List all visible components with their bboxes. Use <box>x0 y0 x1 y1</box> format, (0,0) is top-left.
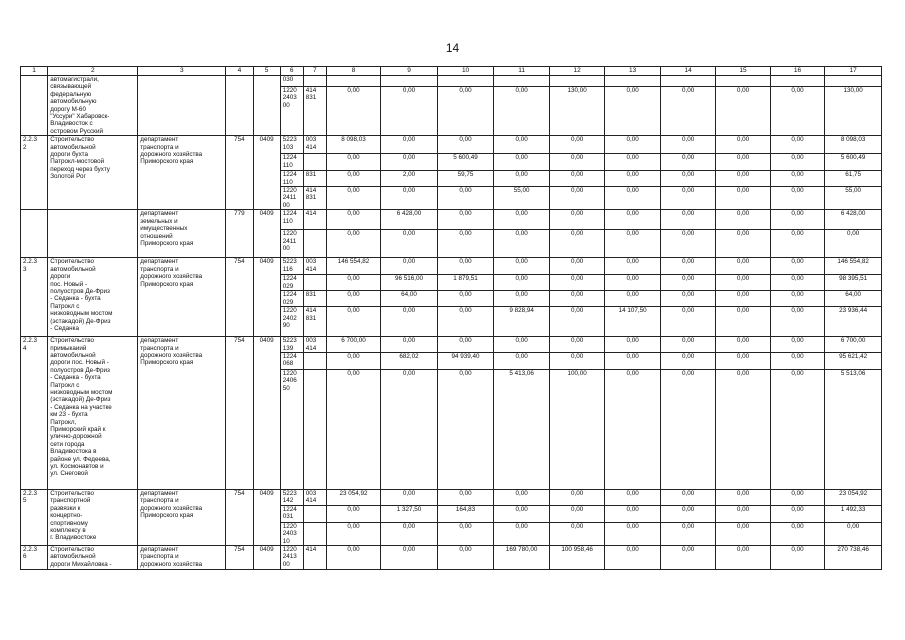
year-value-cell: 0,00 <box>660 369 716 489</box>
year-value-cell: 1 327,50 <box>381 505 438 522</box>
year-value-cell: 0,00 <box>326 154 380 171</box>
year-value-cell: 0,00 <box>549 307 605 337</box>
year-value-cell: 0,00 <box>381 369 438 489</box>
year-value-cell: 0,00 <box>437 489 494 505</box>
expense-type-cell: 003 414 <box>303 337 326 353</box>
total-value-cell: 5 513,06 <box>825 369 882 489</box>
year-value-cell: 0,00 <box>549 154 605 171</box>
year-value-cell: 146 554,82 <box>326 258 380 275</box>
expense-type-cell <box>303 505 326 522</box>
year-value-cell <box>770 76 824 87</box>
year-value-cell: 0,00 <box>605 337 661 353</box>
section-code-cell: 0409 <box>253 337 280 490</box>
year-value-cell: 0,00 <box>549 187 605 210</box>
year-value-cell: 0,00 <box>605 171 661 187</box>
year-value-cell: 0,00 <box>660 187 716 210</box>
year-value-cell: 0,00 <box>549 275 605 291</box>
year-value-cell: 0,00 <box>326 210 380 230</box>
year-value-cell: 0,00 <box>326 545 380 569</box>
year-value-cell: 0,00 <box>660 136 716 154</box>
expense-type-cell: 414 831 <box>303 86 326 135</box>
year-value-cell: 169 780,00 <box>494 545 550 569</box>
year-value-cell: 0,00 <box>381 230 438 258</box>
year-value-cell: 0,00 <box>326 171 380 187</box>
target-article-cell: 1220 2411 00 <box>280 230 303 258</box>
column-number: 10 <box>437 67 494 76</box>
year-value-cell: 0,00 <box>437 291 494 307</box>
column-number: 11 <box>494 67 550 76</box>
year-value-cell: 0,00 <box>605 230 661 258</box>
year-value-cell: 100,00 <box>549 369 605 489</box>
year-value-cell: 0,00 <box>549 136 605 154</box>
year-value-cell: 0,00 <box>549 489 605 505</box>
year-value-cell: 0,00 <box>605 369 661 489</box>
year-value-cell: 0,00 <box>660 230 716 258</box>
year-value-cell: 0,00 <box>770 154 824 171</box>
expense-type-cell: 831 <box>303 171 326 187</box>
year-value-cell: 0,00 <box>605 352 661 369</box>
year-value-cell: 0,00 <box>716 136 770 154</box>
target-article-cell: 1220 2403 10 <box>280 522 303 545</box>
section-code-cell: 0409 <box>253 210 280 258</box>
year-value-cell: 0,00 <box>549 258 605 275</box>
year-value-cell: 0,00 <box>381 187 438 210</box>
year-value-cell: 0,00 <box>437 337 494 353</box>
year-value-cell: 0,00 <box>605 136 661 154</box>
year-value-cell: 0,00 <box>770 352 824 369</box>
year-value-cell: 1 879,51 <box>437 275 494 291</box>
expense-type-cell: 414 <box>303 210 326 230</box>
total-value-cell: 270 738,46 <box>825 545 882 569</box>
total-value-cell: 95 621,42 <box>825 352 882 369</box>
column-number: 5 <box>253 67 280 76</box>
grbs-code-cell: 754 <box>226 545 253 569</box>
year-value-cell: 0,00 <box>605 489 661 505</box>
year-value-cell: 0,00 <box>660 337 716 353</box>
year-value-cell: 0,00 <box>437 545 494 569</box>
grbs-code-cell <box>226 76 253 136</box>
column-number: 2 <box>48 67 138 76</box>
year-value-cell: 23 054,92 <box>326 489 380 505</box>
target-article-cell: 1224 110 <box>280 154 303 171</box>
grbs-code-cell: 754 <box>226 337 253 490</box>
year-value-cell: 0,00 <box>716 545 770 569</box>
target-article-cell: 5223 142 <box>280 489 303 505</box>
year-value-cell: 0,00 <box>381 307 438 337</box>
object-name-cell <box>48 210 138 258</box>
year-value-cell: 0,00 <box>437 210 494 230</box>
expense-type-cell: 831 <box>303 291 326 307</box>
year-value-cell: 0,00 <box>770 505 824 522</box>
department-cell: департамент транспорта и дорожного хозяйства Приморского края <box>138 136 226 210</box>
total-value-cell: 0,00 <box>825 230 882 258</box>
budget-table <box>20 66 882 570</box>
year-value-cell: 0,00 <box>716 187 770 210</box>
column-number: 17 <box>825 67 882 76</box>
year-value-cell: 0,00 <box>770 307 824 337</box>
table-row <box>21 258 882 275</box>
expense-type-cell <box>303 369 326 489</box>
year-value-cell: 0,00 <box>716 171 770 187</box>
year-value-cell: 0,00 <box>381 258 438 275</box>
year-value-cell: 9 828,94 <box>494 307 550 337</box>
target-article-cell: 1224 110 <box>280 171 303 187</box>
expense-type-cell <box>303 154 326 171</box>
object-name-cell: Строительство автомобильной дороги пос. Новый - полуостров Де-Фриз - Седанка - бухта Патрокл с низководным мостом (эстакадой) Де-Фриз - Седанка <box>48 258 138 337</box>
year-value-cell: 0,00 <box>494 258 550 275</box>
year-value-cell: 0,00 <box>494 352 550 369</box>
target-article-cell: 5223 103 <box>280 136 303 154</box>
year-value-cell: 0,00 <box>770 369 824 489</box>
year-value-cell: 0,00 <box>437 369 494 489</box>
year-value-cell: 0,00 <box>716 307 770 337</box>
year-value-cell: 0,00 <box>660 210 716 230</box>
total-value-cell: 64,00 <box>825 291 882 307</box>
year-value-cell: 0,00 <box>716 489 770 505</box>
year-value-cell: 0,00 <box>660 275 716 291</box>
year-value-cell: 0,00 <box>549 230 605 258</box>
year-value-cell: 0,00 <box>437 136 494 154</box>
grbs-code-cell: 754 <box>226 136 253 210</box>
year-value-cell: 0,00 <box>716 230 770 258</box>
year-value-cell: 0,00 <box>770 86 824 135</box>
year-value-cell: 0,00 <box>770 337 824 353</box>
year-value-cell: 0,00 <box>494 337 550 353</box>
year-value-cell: 164,83 <box>437 505 494 522</box>
item-number-cell: 2.2.3 4 <box>21 337 48 490</box>
year-value-cell: 0,00 <box>326 352 380 369</box>
year-value-cell: 0,00 <box>660 258 716 275</box>
year-value-cell: 0,00 <box>716 505 770 522</box>
expense-type-cell <box>303 275 326 291</box>
total-value-cell: 61,75 <box>825 171 882 187</box>
year-value-cell: 0,00 <box>494 522 550 545</box>
total-value-cell: 6 428,00 <box>825 210 882 230</box>
year-value-cell: 0,00 <box>660 86 716 135</box>
year-value-cell: 100 958,46 <box>549 545 605 569</box>
year-value-cell: 0,00 <box>549 291 605 307</box>
year-value-cell: 0,00 <box>326 275 380 291</box>
year-value-cell: 0,00 <box>549 210 605 230</box>
column-number: 1 <box>21 67 48 76</box>
section-code-cell <box>253 76 280 136</box>
year-value-cell: 0,00 <box>381 154 438 171</box>
table-row <box>21 76 882 87</box>
column-number: 13 <box>605 67 661 76</box>
target-article-cell: 1220 2403 00 <box>280 86 303 135</box>
year-value-cell: 0,00 <box>770 291 824 307</box>
department-cell: департамент транспорта и дорожного хозяйства Приморского края <box>138 489 226 545</box>
year-value-cell: 0,00 <box>494 86 550 135</box>
target-article-cell: 1224 110 <box>280 210 303 230</box>
year-value-cell: 0,00 <box>716 210 770 230</box>
expense-type-cell: 414 <box>303 545 326 569</box>
target-article-cell: 5223 116 <box>280 258 303 275</box>
column-number: 3 <box>138 67 226 76</box>
year-value-cell: 0,00 <box>716 154 770 171</box>
department-cell: департамент транспорта и дорожного хозяйства Приморского края <box>138 258 226 337</box>
year-value-cell: 0,00 <box>494 505 550 522</box>
year-value-cell: 0,00 <box>660 545 716 569</box>
column-number: 6 <box>280 67 303 76</box>
year-value-cell: 5 600,49 <box>437 154 494 171</box>
year-value-cell: 0,00 <box>605 258 661 275</box>
year-value-cell <box>549 76 605 87</box>
expense-type-cell <box>303 352 326 369</box>
object-name-cell: автомагистрали, связывающей федеральную автомобильную дорогу М-60 "Уссури" Хабаровск- Владивосток с островом Русский <box>48 76 138 136</box>
year-value-cell: 0,00 <box>605 505 661 522</box>
year-value-cell: 94 939,40 <box>437 352 494 369</box>
expense-type-cell: 003 414 <box>303 258 326 275</box>
year-value-cell: 0,00 <box>770 230 824 258</box>
year-value-cell: 0,00 <box>660 171 716 187</box>
total-value-cell <box>825 76 882 87</box>
year-value-cell: 0,00 <box>494 154 550 171</box>
year-value-cell: 0,00 <box>381 86 438 135</box>
object-name-cell: Строительство примыкаиий автомобильной дороги пос. Новый - полуостров Де-Фриз - Седанка - бухта Патрокл с низководным мостом (эстакадой) Де-Фриз - Седанка на участке км 23 - бухта Патрокл, Приморский край к улично-дорожной сети города Владивостока в районе ул. Федеева, ул. Космонавтов и ул. Снеговой <box>48 337 138 490</box>
year-value-cell <box>716 76 770 87</box>
year-value-cell: 0,00 <box>770 258 824 275</box>
year-value-cell: 0,00 <box>716 352 770 369</box>
year-value-cell: 0,00 <box>381 545 438 569</box>
column-number: 9 <box>381 67 438 76</box>
year-value-cell: 0,00 <box>326 230 380 258</box>
year-value-cell: 0,00 <box>605 275 661 291</box>
year-value-cell: 0,00 <box>549 352 605 369</box>
target-article-cell: 1220 2406 50 <box>280 369 303 489</box>
year-value-cell: 0,00 <box>437 258 494 275</box>
year-value-cell <box>494 76 550 87</box>
year-value-cell: 0,00 <box>770 275 824 291</box>
year-value-cell: 6 700,00 <box>326 337 380 353</box>
total-value-cell: 23 054,92 <box>825 489 882 505</box>
target-article-cell: 1224 029 <box>280 291 303 307</box>
year-value-cell: 0,00 <box>770 489 824 505</box>
total-value-cell: 130,00 <box>825 86 882 135</box>
expense-type-cell <box>303 76 326 87</box>
year-value-cell: 0,00 <box>660 489 716 505</box>
section-code-cell: 0409 <box>253 136 280 210</box>
year-value-cell: 0,00 <box>716 275 770 291</box>
item-number-cell: 2.2.3 3 <box>21 258 48 337</box>
table-row <box>21 136 882 154</box>
year-value-cell: 0,00 <box>326 369 380 489</box>
target-article-cell: 1220 2413 00 <box>280 545 303 569</box>
target-article-cell: 1224 068 <box>280 352 303 369</box>
year-value-cell: 0,00 <box>381 136 438 154</box>
year-value-cell: 8 098,03 <box>326 136 380 154</box>
column-number: 14 <box>660 67 716 76</box>
total-value-cell: 23 936,44 <box>825 307 882 337</box>
year-value-cell: 130,00 <box>549 86 605 135</box>
page-number: 14 <box>445 41 460 55</box>
year-value-cell: 0,00 <box>605 545 661 569</box>
item-number-cell <box>21 210 48 258</box>
year-value-cell: 0,00 <box>605 210 661 230</box>
year-value-cell: 0,00 <box>605 291 661 307</box>
year-value-cell <box>660 76 716 87</box>
object-name-cell: Строительство автомобильной дороги бухта Патрокл-мостовой переход через бухту Золотой Рог <box>48 136 138 210</box>
total-value-cell: 98 395,51 <box>825 275 882 291</box>
year-value-cell <box>326 76 380 87</box>
year-value-cell: 0,00 <box>494 489 550 505</box>
year-value-cell: 0,00 <box>494 291 550 307</box>
target-article-cell: 1220 2411 00 <box>280 187 303 210</box>
department-cell: департамент транспорта и дорожного хозяйства Приморского края <box>138 337 226 490</box>
year-value-cell: 0,00 <box>437 307 494 337</box>
total-value-cell: 8 098,03 <box>825 136 882 154</box>
expense-type-cell: 003 414 <box>303 136 326 154</box>
department-cell: департамент земельных и имущественных отношений Приморского края <box>138 210 226 258</box>
year-value-cell: 0,00 <box>660 522 716 545</box>
year-value-cell: 0,00 <box>494 230 550 258</box>
year-value-cell: 0,00 <box>381 522 438 545</box>
total-value-cell: 146 554,82 <box>825 258 882 275</box>
item-number-cell: 2.2.3 6 <box>21 545 48 569</box>
year-value-cell: 0,00 <box>770 522 824 545</box>
year-value-cell: 0,00 <box>605 86 661 135</box>
year-value-cell: 0,00 <box>716 369 770 489</box>
year-value-cell: 0,00 <box>326 187 380 210</box>
total-value-cell: 6 700,00 <box>825 337 882 353</box>
year-value-cell: 2,00 <box>381 171 438 187</box>
target-article-cell: 1224 029 <box>280 275 303 291</box>
year-value-cell: 0,00 <box>605 522 661 545</box>
year-value-cell: 59,75 <box>437 171 494 187</box>
expense-type-cell <box>303 230 326 258</box>
year-value-cell: 0,00 <box>494 136 550 154</box>
year-value-cell: 0,00 <box>770 187 824 210</box>
column-number: 16 <box>770 67 824 76</box>
year-value-cell: 0,00 <box>716 337 770 353</box>
total-value-cell: 1 492,33 <box>825 505 882 522</box>
year-value-cell: 0,00 <box>716 86 770 135</box>
column-number-header <box>21 67 882 76</box>
department-cell <box>138 76 226 136</box>
year-value-cell: 0,00 <box>549 171 605 187</box>
year-value-cell: 0,00 <box>605 187 661 210</box>
target-article-cell: 030 <box>280 76 303 87</box>
table-row <box>21 337 882 353</box>
year-value-cell: 0,00 <box>770 171 824 187</box>
grbs-code-cell: 779 <box>226 210 253 258</box>
year-value-cell <box>605 76 661 87</box>
year-value-cell: 64,00 <box>381 291 438 307</box>
target-article-cell: 1220 2402 90 <box>280 307 303 337</box>
department-cell: департамент транспорта и дорожного хозяйства <box>138 545 226 569</box>
year-value-cell: 0,00 <box>437 230 494 258</box>
year-value-cell: 0,00 <box>437 86 494 135</box>
item-number-cell: 2.2.3 2 <box>21 136 48 210</box>
expense-type-cell: 414 831 <box>303 187 326 210</box>
year-value-cell: 0,00 <box>660 154 716 171</box>
year-value-cell: 0,00 <box>494 171 550 187</box>
year-value-cell: 0,00 <box>494 275 550 291</box>
year-value-cell: 0,00 <box>326 522 380 545</box>
year-value-cell: 0,00 <box>660 505 716 522</box>
year-value-cell: 0,00 <box>770 545 824 569</box>
expense-type-cell: 414 831 <box>303 307 326 337</box>
year-value-cell: 0,00 <box>549 522 605 545</box>
table-row <box>21 489 882 505</box>
section-code-cell: 0409 <box>253 545 280 569</box>
year-value-cell: 682,02 <box>381 352 438 369</box>
year-value-cell: 0,00 <box>716 522 770 545</box>
year-value-cell: 55,00 <box>494 187 550 210</box>
year-value-cell: 0,00 <box>770 136 824 154</box>
column-number: 7 <box>303 67 326 76</box>
year-value-cell <box>437 76 494 87</box>
year-value-cell: 96 516,00 <box>381 275 438 291</box>
year-value-cell: 0,00 <box>326 307 380 337</box>
year-value-cell: 0,00 <box>381 337 438 353</box>
year-value-cell: 0,00 <box>326 505 380 522</box>
year-value-cell: 0,00 <box>494 210 550 230</box>
year-value-cell <box>381 76 438 87</box>
total-value-cell: 5 600,49 <box>825 154 882 171</box>
item-number-cell <box>21 76 48 136</box>
year-value-cell: 0,00 <box>605 154 661 171</box>
grbs-code-cell: 754 <box>226 258 253 337</box>
year-value-cell: 0,00 <box>437 522 494 545</box>
grbs-code-cell: 754 <box>226 489 253 545</box>
section-code-cell: 0409 <box>253 258 280 337</box>
year-value-cell: 0,00 <box>437 187 494 210</box>
year-value-cell: 0,00 <box>326 291 380 307</box>
table-row <box>21 210 882 230</box>
column-number: 8 <box>326 67 380 76</box>
object-name-cell: Строительство автомобильной дороги Михайловка - <box>48 545 138 569</box>
expense-type-cell: 003 414 <box>303 489 326 505</box>
year-value-cell: 0,00 <box>326 86 380 135</box>
year-value-cell: 6 428,00 <box>381 210 438 230</box>
year-value-cell: 0,00 <box>549 337 605 353</box>
column-number: 12 <box>549 67 605 76</box>
total-value-cell: 55,00 <box>825 187 882 210</box>
year-value-cell: 0,00 <box>660 291 716 307</box>
table-row <box>21 545 882 569</box>
target-article-cell: 1224 031 <box>280 505 303 522</box>
target-article-cell: 5223 139 <box>280 337 303 353</box>
year-value-cell: 0,00 <box>716 291 770 307</box>
year-value-cell: 5 413,06 <box>494 369 550 489</box>
year-value-cell: 0,00 <box>716 258 770 275</box>
year-value-cell: 0,00 <box>660 307 716 337</box>
column-number: 4 <box>226 67 253 76</box>
column-number: 15 <box>716 67 770 76</box>
total-value-cell: 0,00 <box>825 522 882 545</box>
year-value-cell: 0,00 <box>660 352 716 369</box>
object-name-cell: Строительство транспортной развязки к концертно- спортивному комплексу в г. Владивостоке <box>48 489 138 545</box>
year-value-cell: 0,00 <box>549 505 605 522</box>
year-value-cell: 0,00 <box>770 210 824 230</box>
expense-type-cell <box>303 522 326 545</box>
item-number-cell: 2.2.3 5 <box>21 489 48 545</box>
year-value-cell: 14 107,50 <box>605 307 661 337</box>
section-code-cell: 0409 <box>253 489 280 545</box>
year-value-cell: 0,00 <box>381 489 438 505</box>
